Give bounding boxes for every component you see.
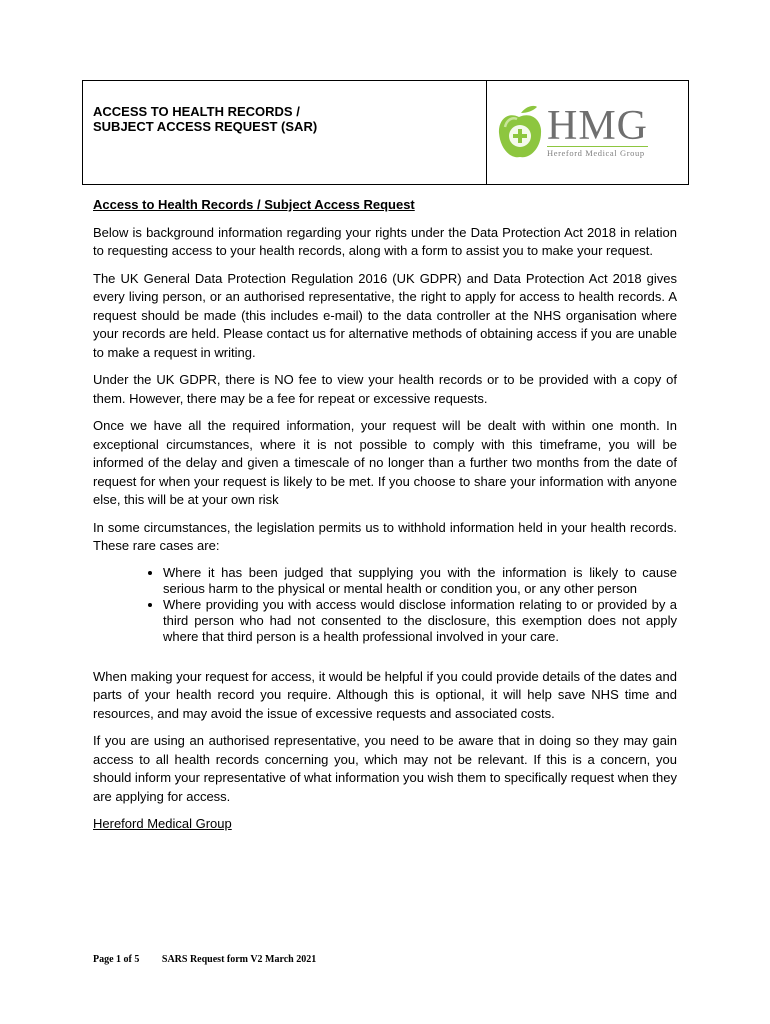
header-title [83, 81, 487, 184]
header-title-line2: SUBJECT ACCESS REQUEST (SAR) [93, 119, 318, 134]
form-version: SARS Request form V2 March 2021 [161, 954, 317, 965]
header-logo-cell [487, 81, 688, 184]
apple-cross-icon [497, 103, 543, 161]
section-heading: Access to Health Records / Subject Access Request [93, 197, 415, 212]
header-title-line1: ACCESS TO HEALTH RECORDS / [93, 104, 300, 119]
header-box [82, 80, 689, 185]
paragraph: When making your request for access, it would be helpful if you could provide details of the dates and parts of your health record you require. Although this is optional, it will help save NHS time and resources, and may avoid the issue of excessive requests and associated costs. [93, 668, 677, 721]
paragraph: In some circumstances, the legislation permits us to withhold information held in your health records. These rare cases are: [93, 519, 677, 553]
document-body [93, 196, 677, 834]
page-footer [93, 954, 336, 965]
page-number: Page 1 of 5 [93, 954, 140, 965]
bullet-list [93, 565, 677, 645]
logo-subtitle: Hereford Medical Group [547, 146, 648, 158]
list-item: • Where it has been judged that supplying you with the information is likely to cause serious harm to the physical or mental health or condition you, or any other person [163, 565, 677, 597]
paragraph: Once we have all the required information, your request will be dealt with within one month. In exceptional circumstances, where it is not possible to comply with this timeframe, you will be informed of the delay and given a timescale of no longer than a further two months from the date of request for when your request is likely to be met. If you choose to share your information with anyone else, this will be at your own risk [93, 418, 677, 507]
logo-wordmark: HMG [547, 102, 649, 149]
paragraph: Under the UK GDPR, there is NO fee to view your health records or to be provided with a copy of them. However, there may be a fee for repeat or excessive requests. [93, 372, 677, 406]
paragraph: If you are using an authorised representative, you need to be aware that in doing so they may gain access to all health records concerning you, which may not be relevant. If this is a concern, you should inform your representative of what information you wish them to specifically request when they are applying for access. [93, 733, 677, 804]
hmg-logo [497, 103, 648, 161]
signoff: Hereford Medical Group [93, 816, 232, 831]
paragraph: The UK General Data Protection Regulation 2016 (UK GDPR) and Data Protection Act 2018 gives every living person, or an authorised representative, the right to apply for access to health records. A request should be made (this includes e-mail) to the data controller at the NHS organisation where your records are held. Please contact us for alternative methods of obtaining access if you are unable to make a request in writing. [93, 270, 677, 360]
list-item: • Where providing you with access would disclose information relating to or provided by a third person who had not consented to the disclosure, this exemption does not apply where that third person is a health professional involved in your care. [163, 597, 677, 645]
paragraph: Below is background information regarding your rights under the Data Protection Act 2018 in relation to requesting access to your health records, along with a form to assist you to make your request. [93, 224, 677, 258]
